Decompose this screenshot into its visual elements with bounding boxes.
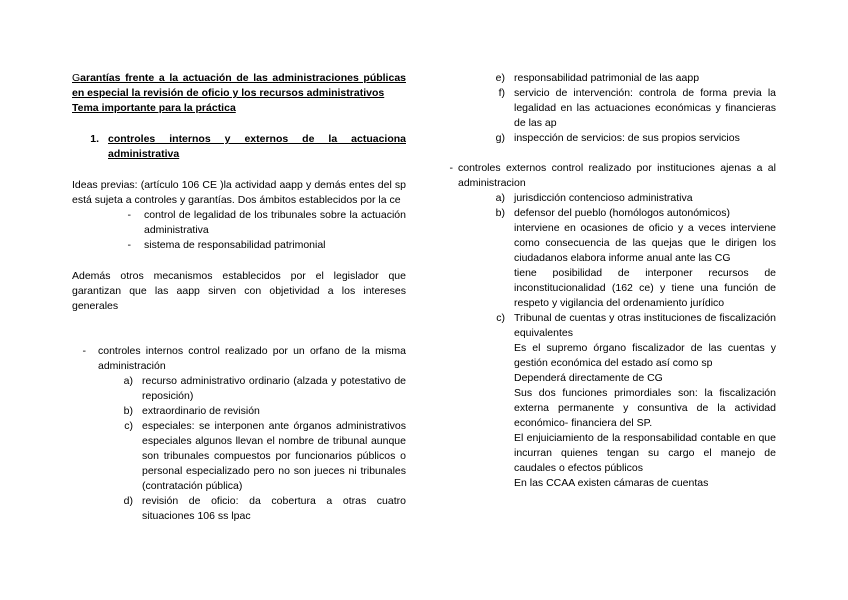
tribunal-paragraph: Es el supremo órgano fiscalizador de las cuentas y gestión económica del estado así como sp <box>514 342 776 369</box>
external-control-b: b) defensor del pueblo (homólogos autonómicos) <box>495 207 730 219</box>
defensor-paragraph: tiene posibilidad de interponer recursos de inconstitucionalidad (162 ce) y tiene una función de respeto y vigilancia del ordenamiento jurídico <box>514 267 776 309</box>
internal-control-b: b) extraordinario de revisión <box>123 405 260 417</box>
internal-control-c: c) especiales: se interponen ante órganos administrativos especiales algunos llevan el nombre de tribunal aunque son tribunales compuestos por funcionarios públicos o personal especializado pero no son jueces ni tribunales (contratación pública) <box>124 420 406 492</box>
left-column <box>72 71 406 524</box>
external-control-a: a) jurisdicción contencioso administrativa <box>495 192 693 204</box>
intro-list-item: - control de legalidad de los tribunales sobre la actuación administrativa <box>127 209 406 236</box>
document-title: Garantías frente a la actuación de las administraciones públicas en especial la revisión de oficio y los recursos administrativos <box>72 72 406 99</box>
internal-control-f: f) servicio de intervención: controla de forma previa la legalidad en las actuaciones económicas y financieras de las ap <box>498 87 776 129</box>
tribunal-paragraph: El enjuiciamiento de la responsabilidad contable en que incurran quienes tengan su cargo el manejo de caudales o efectos públicos <box>514 432 776 474</box>
external-control-c: c) Tribunal de cuentas y otras instituciones de fiscalización equivalentes <box>496 312 776 339</box>
document-subtitle: Tema importante para la práctica <box>72 102 236 114</box>
internal-control-d: d) revisión de oficio: da cobertura a otras cuatro situaciones 106 ss lpac <box>123 495 406 522</box>
internal-control-e: e) responsabilidad patrimonial de las aapp <box>495 72 700 84</box>
tribunal-paragraph: En las CCAA existen cámaras de cuentas <box>514 477 709 489</box>
intro-list-item: - sistema de responsabilidad patrimonial <box>127 239 326 251</box>
tribunal-paragraph: Sus dos funciones primordiales son: la fiscalización externa permanente y consuntiva de la actividad económico- financiera del SP. <box>514 387 776 429</box>
section-heading-1: 1. controles internos y externos de la actuaciona administrativa <box>90 133 406 160</box>
tribunal-paragraph: Dependerá directamente de CG <box>514 372 663 384</box>
intro-paragraph: Ideas previas: (artículo 106 CE )la actividad aapp y demás entes del sp está sujeta a controles y garantías. Dos ámbitos establecidos por la ce <box>72 179 406 206</box>
internal-control-g: g) inspección de servicios: de sus propios servicios <box>495 132 740 144</box>
defensor-paragraph: interviene en ocasiones de oficio y a veces interviene como consecuencia de las quejas que le dirigen los ciudadanos elabora informe anual ante las CG <box>514 222 776 264</box>
external-controls-item: - controles externos control realizado por instituciones ajenas a al administracion <box>449 162 776 189</box>
internal-control-a: a) recurso administrativo ordinario (alzada y potestativo de reposición) <box>123 375 406 402</box>
paragraph-mechanisms: Además otros mecanismos establecidos por el legislador que garantizan que las aapp sirven con objetividad a los intereses generales <box>72 270 406 312</box>
internal-controls-item: - controles internos control realizado por un orfano de la misma administración <box>82 345 406 372</box>
right-column <box>449 71 776 491</box>
